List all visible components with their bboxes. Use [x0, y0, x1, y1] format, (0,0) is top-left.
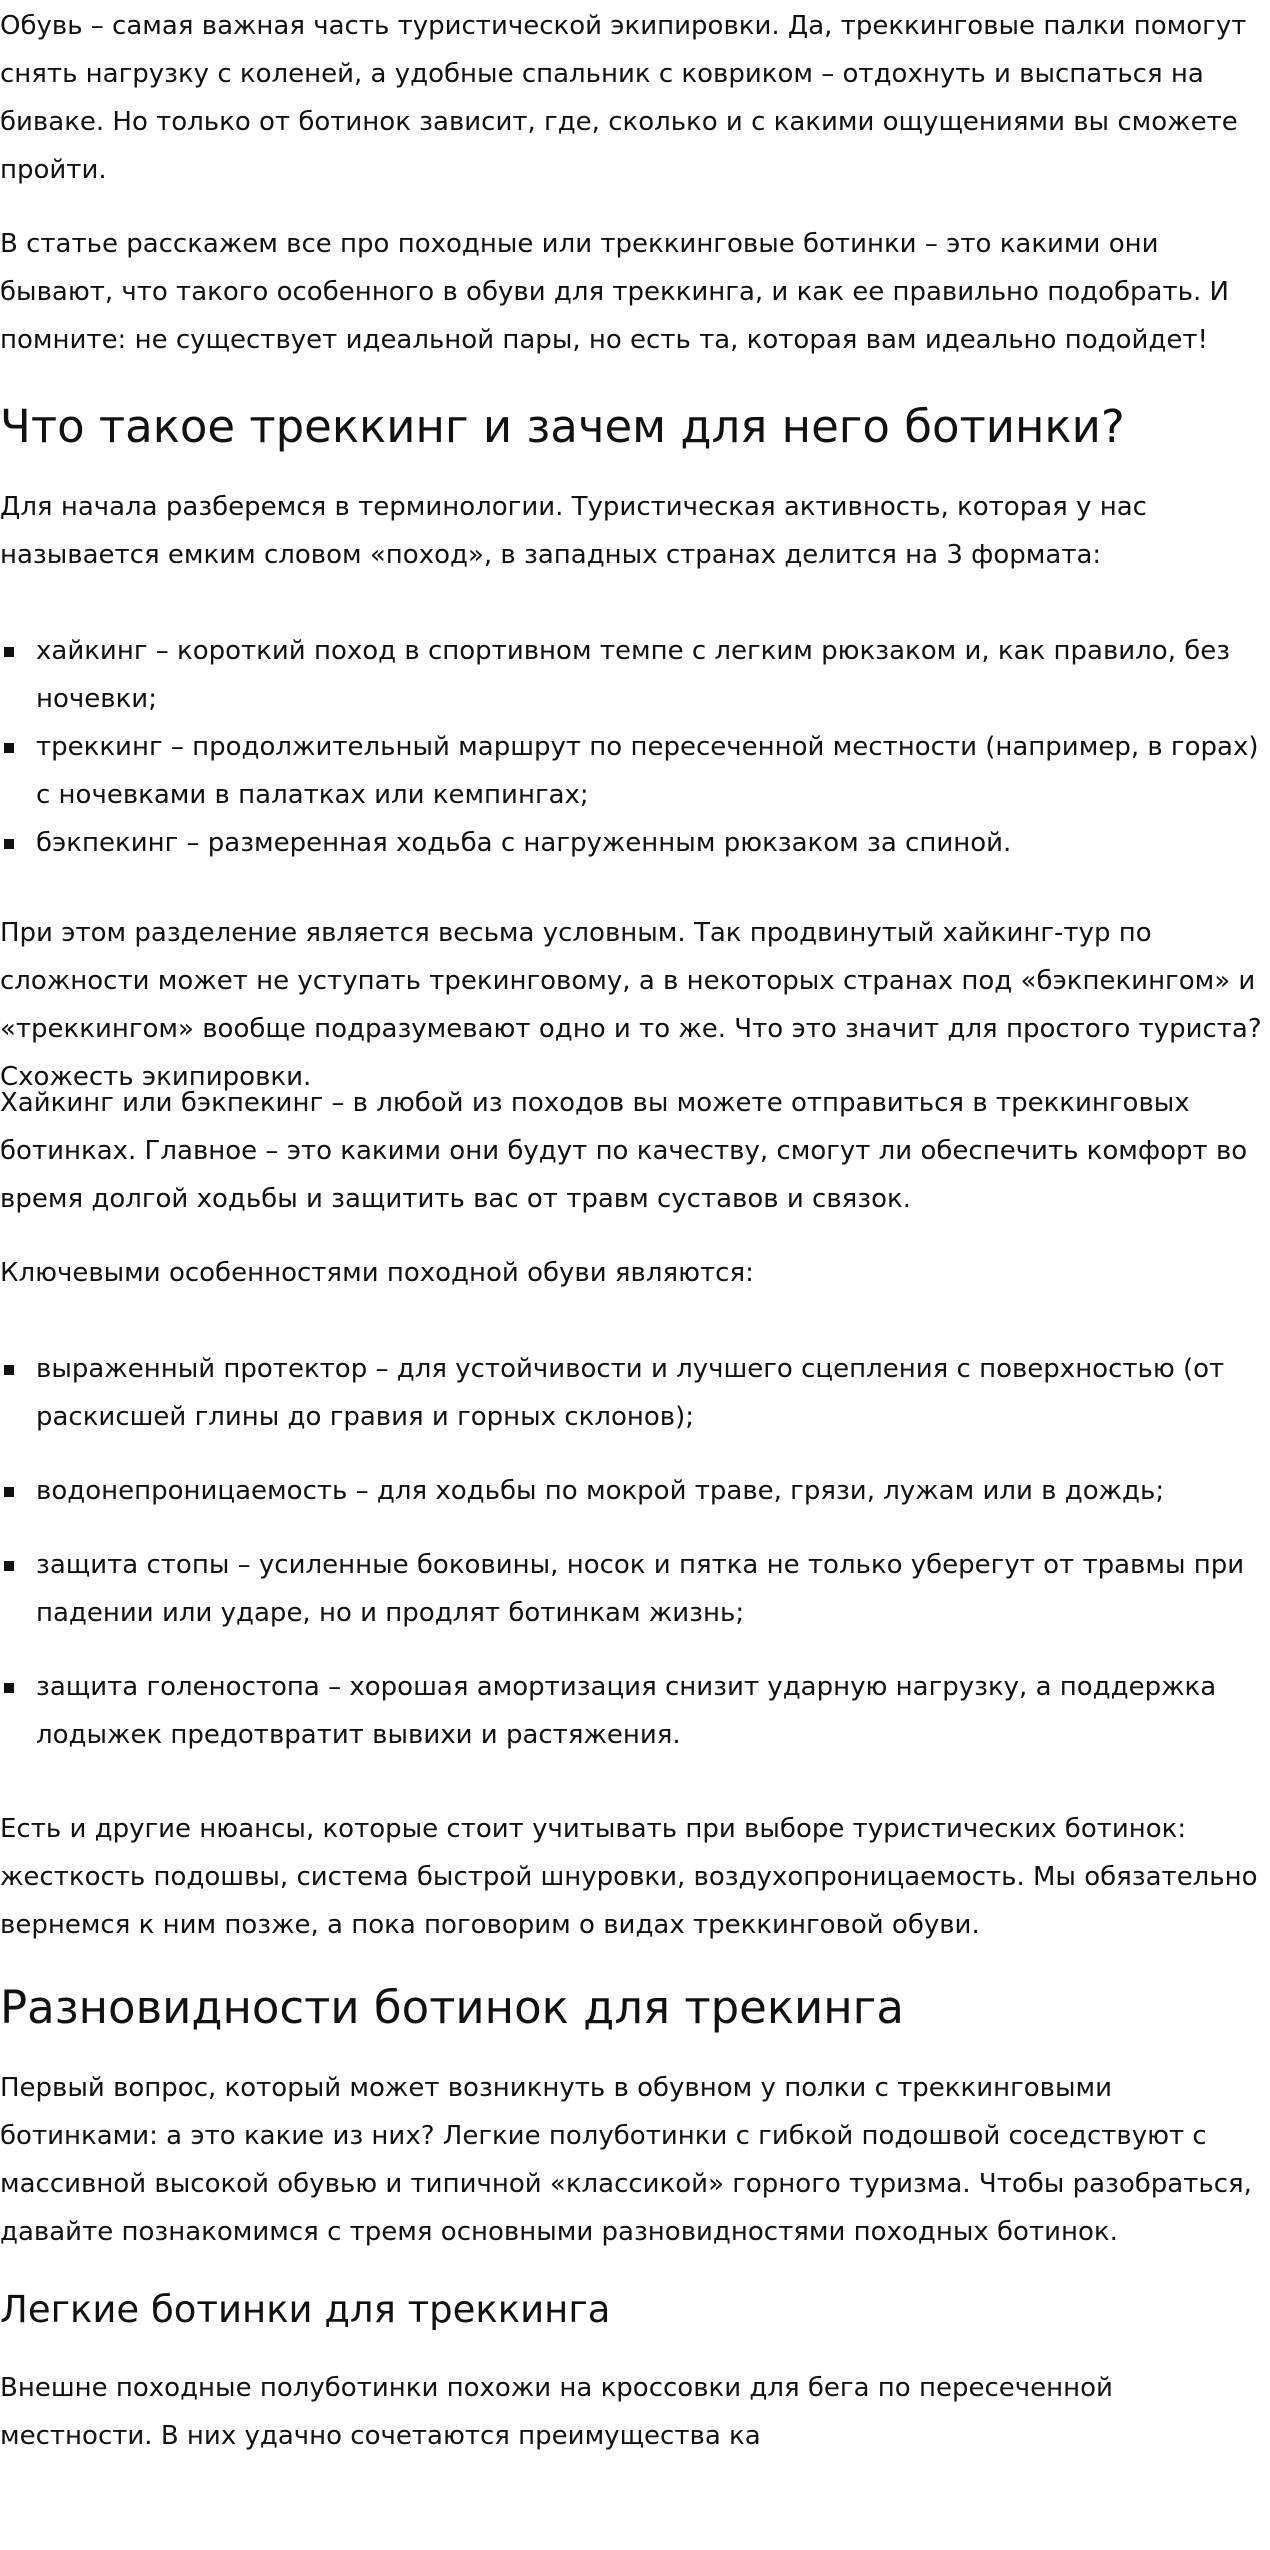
hiking-paragraph: Хайкинг или бэкпекинг – в любой из походов вы можете отправиться в треккинговых ботинках. Главное – это какими они будут по качеству, смогут ли обеспечить комфорт во время долгой ходьбы и защитить вас от травм суставов и связок.	[0, 1088, 1248, 1214]
terminology-paragraph: Для начала разберемся в терминологии. Туристическая активность, которая у нас называется емким словом «поход», в западных странах делится на 3 формата:	[0, 492, 1147, 570]
intro-paragraph-1: Обувь – самая важная часть туристической экипировки. Да, треккинговые палки помогут снять нагрузку с коленей, а удобные спальник с ковриком – отдохнуть и выспаться на биваке. Но только от ботинок зависит, где, сколько и с какими ощущениями вы сможете пройти.	[0, 11, 1247, 185]
light-boots-paragraph: Внешне походные полуботинки похожи на кроссовки для бега по пересеченной местности. В них удачно сочетаются преимущества ка	[0, 2373, 1113, 2451]
features-list	[0, 1345, 1270, 1759]
list-item: треккинг – продолжительный маршрут по пересеченной местности (например, в горах) с ночевками в палатках или кемпингах;	[0, 723, 1270, 819]
list-item: защита стопы – усиленные боковины, носок и пятка не только уберегут от травмы при падении или ударе, но и продлят ботинкам жизнь;	[0, 1541, 1270, 1637]
formats-list	[0, 627, 1270, 867]
list-item: бэкпекинг – размеренная ходьба с нагруженным рюкзаком за спиной.	[0, 819, 1270, 867]
first-question-paragraph: Первый вопрос, который может возникнуть в обувном у полки с треккинговыми ботинками: а это какие из них? Легкие полуботинки с гибкой подошвой соседствуют с массивной высокой обувью и типичной «классикой» горного туризма. Чтобы разобраться, давайте познакомимся с тремя основными разновидностями походных ботинок.	[0, 2073, 1252, 2247]
section-heading-what-is-trekking: Что такое треккинг и зачем для него ботинки?	[0, 400, 1125, 453]
convention-paragraph: При этом разделение является весьма условным. Так продвинутый хайкинг-тур по сложности может не уступать трекинговому, а в некоторых странах под «бэкпекингом» и «треккингом» вообще подразумевают одно и то же. Что это значит для простого туриста? Схожесть экипировки.	[0, 918, 1262, 1092]
list-item: защита голеностопа – хорошая амортизация снизит ударную нагрузку, а поддержка лодыжек предотвратит вывихи и растяжения.	[0, 1663, 1270, 1759]
list-item: хайкинг – короткий поход в спортивном темпе с легким рюкзаком и, как правило, без ночевки;	[0, 627, 1270, 723]
section-heading-boot-types: Разновидности ботинок для трекинга	[0, 1981, 904, 2034]
article	[0, 2, 1270, 2460]
subheading-light-boots: Легкие ботинки для треккинга	[0, 2288, 611, 2331]
intro-paragraph-2: В статье расскажем все про походные или треккинговые ботинки – это какими они бывают, что такого особенного в обуви для треккинга, и как ее правильно подобрать. И помните: не существует идеальной пары, но есть та, которая вам идеально подойдет!	[0, 229, 1229, 355]
other-nuances-paragraph: Есть и другие нюансы, которые стоит учитывать при выборе туристических ботинок: жесткость подошвы, система быстрой шнуровки, воздухопроницаемость. Мы обязательно вернемся к ним позже, а пока поговорим о видах треккинговой обуви.	[0, 1814, 1258, 1940]
list-item: выраженный протектор – для устойчивости и лучшего сцепления с поверхностью (от раскисшей глины до гравия и горных склонов);	[0, 1345, 1270, 1441]
key-features-intro: Ключевыми особенностями походной обуви являются:	[0, 1258, 754, 1288]
list-item: водонепроницаемость – для ходьбы по мокрой траве, грязи, лужам или в дождь;	[0, 1467, 1270, 1515]
